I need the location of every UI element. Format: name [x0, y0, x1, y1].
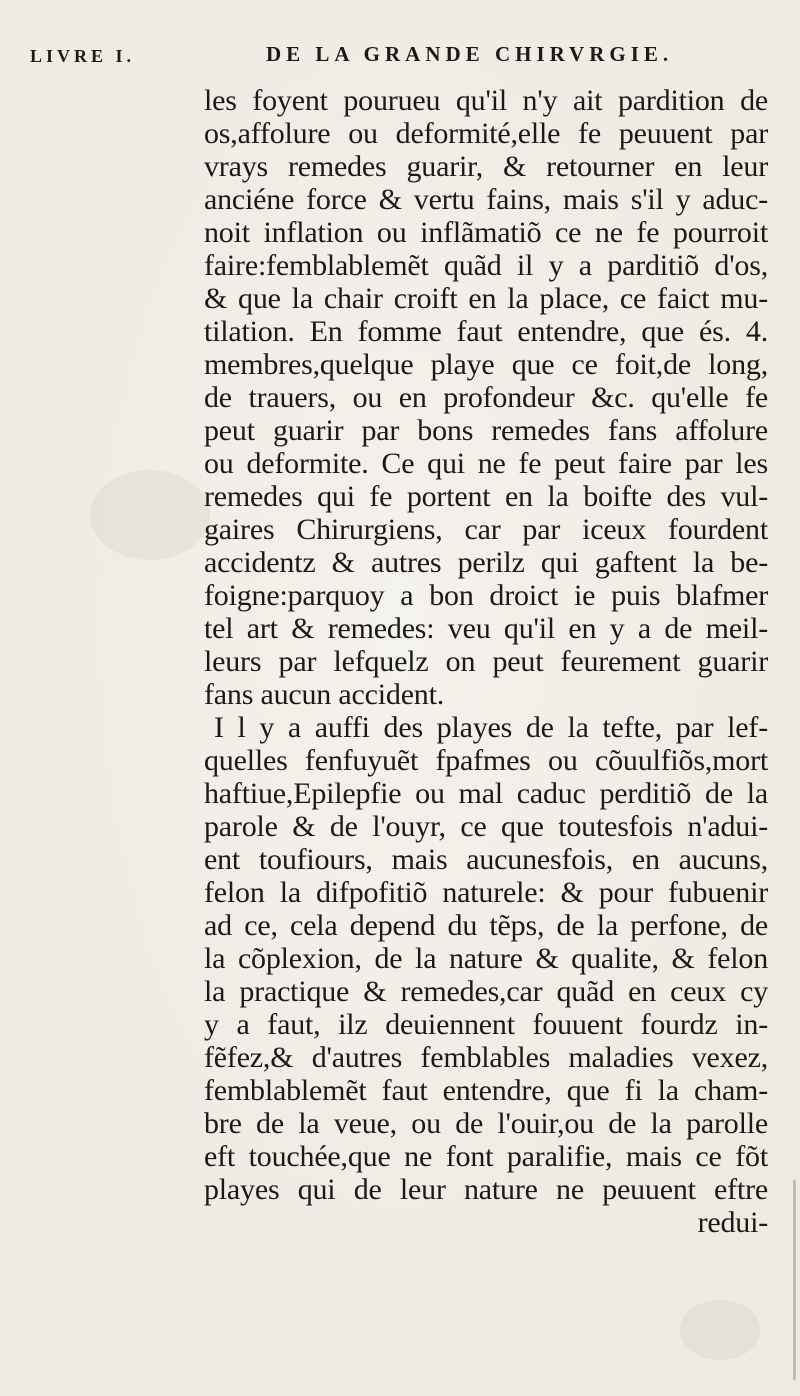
- paper-stain: [90, 470, 210, 560]
- text-line: tilation. En fomme faut entendre, que és. 4.: [204, 315, 768, 348]
- text-line: tel art & remedes: veu qu'il en y a de meil-: [204, 612, 768, 645]
- text-line: faire:femblablemẽt quãd il y a parditiõ d'os,: [204, 249, 768, 282]
- text-line: femblablemẽt faut entendre, que fi la cham-: [204, 1074, 768, 1107]
- text-line: de trauers, ou en profondeur &c. qu'elle fe: [204, 381, 768, 414]
- text-line: peut guarir par bons remedes fans affolure: [204, 414, 768, 447]
- text-line: quelles fenfuyuẽt fpafmes ou cõuulfiõs,mort: [204, 744, 768, 777]
- text-line: la practique & remedes,car quãd en ceux cy: [204, 975, 768, 1008]
- running-head: [30, 40, 770, 76]
- body-text: [204, 84, 768, 1239]
- text-line: playes qui de leur nature ne peuuent eftre: [204, 1173, 768, 1206]
- text-line: leurs par lefquelz on peut feurement guarir: [204, 645, 768, 678]
- text-line: & que la chair croift en la place, ce faict mu-: [204, 282, 768, 315]
- text-line: la cõplexion, de la nature & qualite, & felon: [204, 942, 768, 975]
- text-line: ou deformite. Ce qui ne fe peut faire par les: [204, 447, 768, 480]
- text-line: y a faut, ilz deuiennent fouuent fourdz in-: [204, 1008, 768, 1041]
- text-line: os,affolure ou deformité,elle fe peuuent par: [204, 117, 768, 150]
- running-head-title: DE LA GRANDE CHIRVRGIE.: [266, 42, 674, 66]
- text-line: felon la difpofitiõ naturele: & pour fubuenir: [204, 876, 768, 909]
- paragraph-end-line: fans aucun accident.: [204, 678, 445, 711]
- text-line: eft touchée,que ne font paralifie, mais ce fõt: [204, 1140, 768, 1173]
- text-line: noit inflation ou inflãmatiõ ce ne fe pourroit: [204, 216, 768, 249]
- text-line: accidentz & autres perilz qui gaftent la be-: [204, 546, 768, 579]
- text-line: bre de la veue, ou de l'ouir,ou de la parolle: [204, 1107, 768, 1140]
- text-line: les foyent pourueu qu'il n'y ait pardition de: [204, 84, 768, 117]
- text-line: haftiue,Epilepfie ou mal caduc perditiõ de la: [204, 777, 768, 810]
- text-line: foigne:parquoy a bon droict ie puis blafmer: [204, 579, 768, 612]
- text-line: ad ce, cela depend du tẽps, de la perfone, de: [204, 909, 768, 942]
- text-line: membres,quelque playe que ce foit,de long,: [204, 348, 768, 381]
- page-edge-shadow: [793, 1180, 796, 1380]
- running-head-book: LIVRE I.: [30, 46, 136, 66]
- text-line: remedes qui fe portent en la boifte des vul-: [204, 480, 768, 513]
- text-line: anciéne force & vertu fains, mais s'il y aduc-: [204, 183, 768, 216]
- paragraph-start-line: I l y a auffi des playes de la tefte, par lef-: [214, 711, 768, 744]
- text-line: gaires Chirurgiens, car par iceux fourdent: [204, 513, 768, 546]
- text-line: ent toufiours, mais aucunesfois, en aucuns,: [204, 843, 768, 876]
- paper-stain: [680, 1300, 760, 1360]
- catchword: redui-: [697, 1206, 768, 1239]
- text-line: vrays remedes guarir, & retourner en leur: [204, 150, 768, 183]
- text-line: fẽfez,& d'autres femblables maladies vexez,: [204, 1041, 768, 1074]
- text-line: parole & de l'ouyr, ce que toutesfois n'adui-: [204, 810, 768, 843]
